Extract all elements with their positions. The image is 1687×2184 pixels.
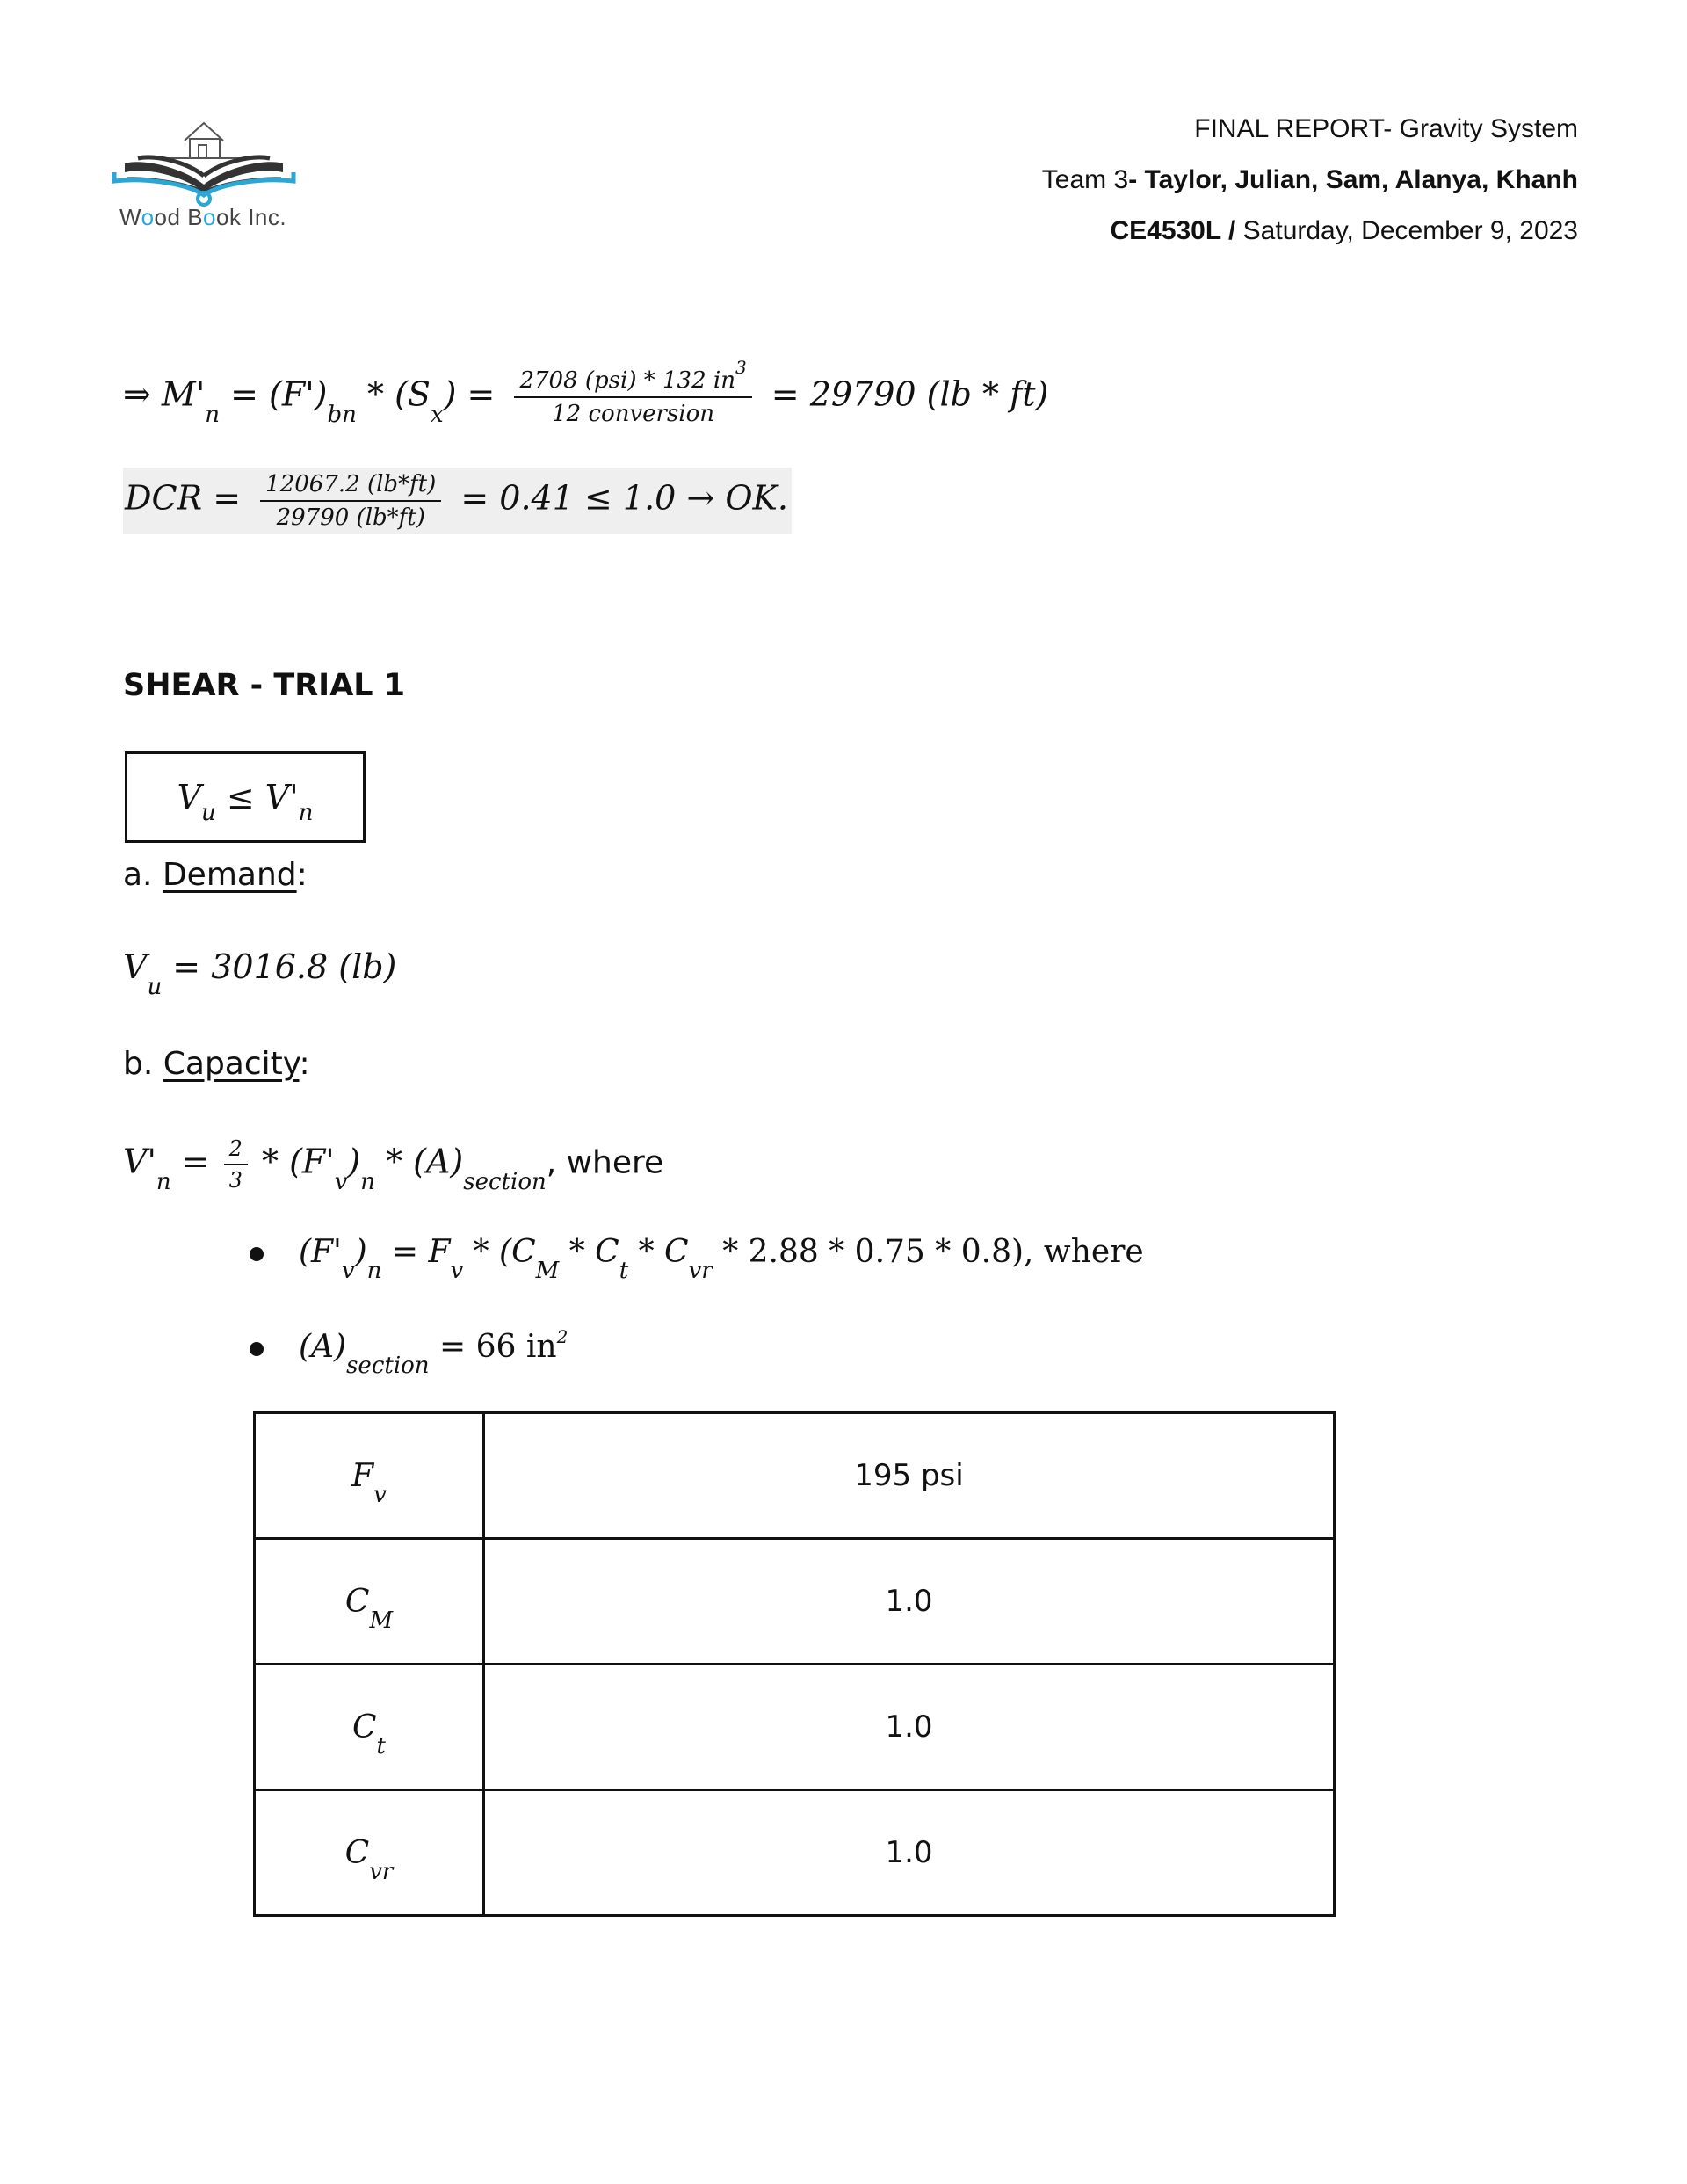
shear-demand-equation: $V_u = 3016.8$ (lb) — [123, 947, 397, 1000]
table-row — [255, 1413, 1335, 1539]
team-line: Team 3- Taylor, Julian, Sam, Alanya, Khanh — [1041, 165, 1578, 194]
report-header — [1042, 104, 1578, 257]
table-symbol-cell: $F_v$ — [255, 1413, 484, 1539]
table-symbol-cell: $C_M$ — [255, 1539, 484, 1665]
course-date-line: CE4530L / Saturday, December 9, 2023 — [1110, 216, 1578, 245]
table-value-cell: 1.0 — [484, 1665, 1335, 1790]
bullet-section-area: $(A)_{section} = 66$ $in^2$ — [250, 1329, 568, 1365]
report-title: FINAL REPORT- Gravity System — [1194, 114, 1578, 143]
table-value-cell: 195 psi — [484, 1413, 1335, 1539]
design-check-box: V u ≤ V' n — [125, 751, 366, 843]
dcr-equation: DCR = $\frac{12067.2 (lb*ft)}{29790 (lb*ft)}$ = 0.41 ≤ 1.0 → OK. — [123, 468, 792, 534]
table-row — [255, 1539, 1335, 1665]
demand-label: a. Demand: — [123, 857, 308, 893]
table-row — [255, 1665, 1335, 1790]
shear-factors-table — [253, 1411, 1336, 1917]
shear-capacity-equation: $V'_n$ = $\frac{2}{3}$ * $(F'_v)_n * (A)_{section}$, where — [123, 1136, 664, 1195]
section-heading: SHEAR - TRIAL 1 — [123, 668, 406, 703]
table-value-cell: 1.0 — [484, 1539, 1335, 1665]
table-row — [255, 1790, 1335, 1916]
bullet-adjusted-shear-stress: $(F'_v)_n = F_v * (C_M * C_t * C_{vr} * 2.88 * 0.75 * 0.8)$, where — [250, 1234, 1144, 1270]
moment-capacity-equation: ⇒ $M'_n = (F')_{bn} * (S_x)$ = $\frac{2708 (psi) * 132 in^3}{\text{12 conversion}}$ = 29790 (lb * ft) — [123, 357, 1049, 428]
table-symbol-cell: $C_{vr}$ — [255, 1790, 484, 1916]
capacity-label: b. Capacity: — [123, 1046, 310, 1082]
table-value-cell: 1.0 — [484, 1790, 1335, 1916]
company-name: Wood Book Inc. — [119, 204, 287, 230]
table-symbol-cell: $C_t$ — [255, 1665, 484, 1790]
